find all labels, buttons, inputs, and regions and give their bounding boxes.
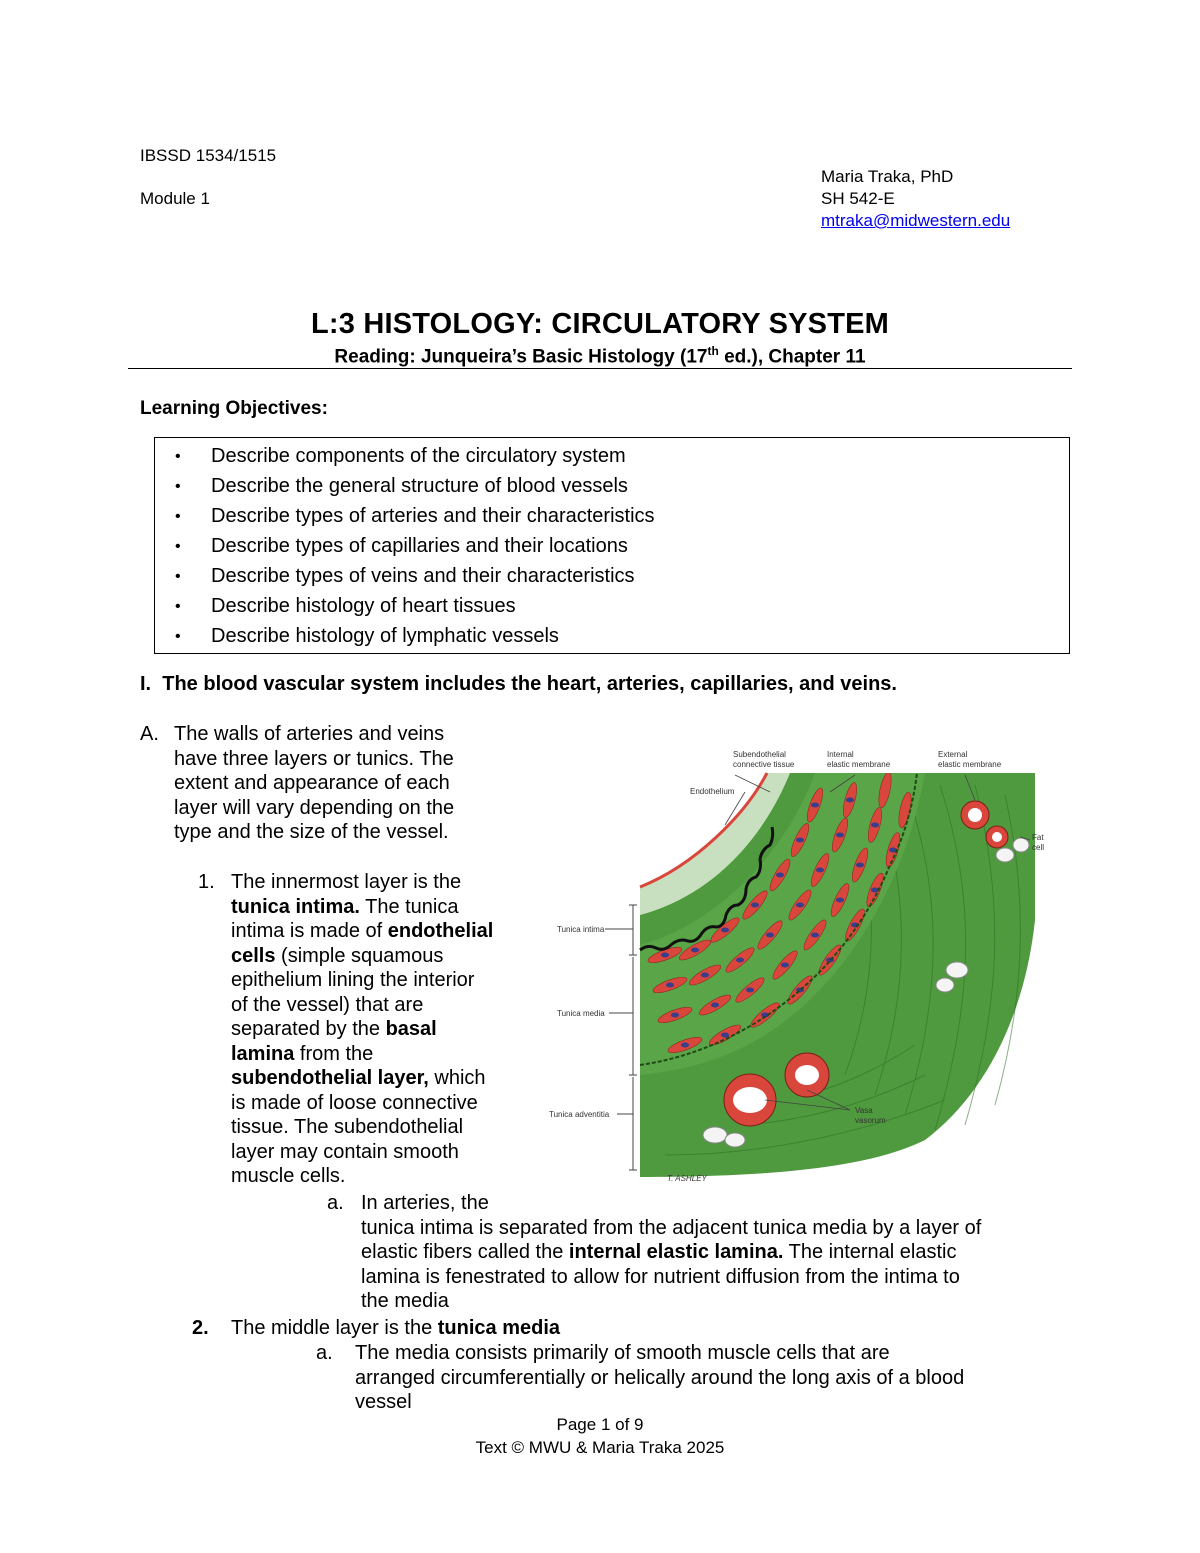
- text-line: The walls of arteries and veins: [174, 723, 445, 745]
- page-number: Page 1 of 9: [556, 1415, 644, 1434]
- item-marker-a: A.: [140, 723, 159, 745]
- text-line: [231, 895, 493, 920]
- label-fat-2: cell: [1032, 843, 1045, 852]
- item-marker-2: 2.: [192, 1317, 209, 1339]
- text-run: The middle layer is the: [231, 1317, 438, 1339]
- text-run: intima is made of: [231, 920, 388, 942]
- label-external-2: elastic membrane: [938, 760, 1002, 769]
- email-link[interactable]: mtraka@midwestern.edu: [821, 211, 1011, 230]
- bullet-icon: •: [175, 538, 181, 555]
- section-marker: I.: [140, 673, 152, 695]
- objective-item: Describe histology of heart tissues: [211, 595, 516, 617]
- reading-assignment: [0, 344, 1200, 368]
- text-line: [231, 1017, 493, 1042]
- text-line: tunica intima is separated from the adjacent tunica media by a layer of: [361, 1216, 982, 1239]
- label-tunica-media: Tunica media: [557, 1009, 605, 1018]
- text-run: (simple squamous: [275, 944, 444, 967]
- text-run: The tunica: [359, 895, 459, 918]
- label-internal-2: elastic membrane: [827, 760, 891, 769]
- bold-term: lamina: [231, 1042, 295, 1065]
- label-subendothelial-1: Subendothelial: [733, 750, 786, 759]
- text-line: In arteries, the: [361, 1192, 489, 1214]
- paragraph-1a: [361, 1191, 981, 1314]
- label-subendothelial-2: connective tissue: [733, 760, 795, 769]
- objective-item: Describe components of the circulatory system: [211, 445, 626, 467]
- bold-term: basal: [385, 1018, 437, 1040]
- paragraph-1: [231, 870, 493, 1189]
- objective-item: Describe histology of lymphatic vessels: [211, 625, 559, 647]
- text-line: extent and appearance of each: [174, 772, 450, 794]
- text-line: lamina is fenestrated to allow for nutrient diffusion from the intima to: [361, 1265, 960, 1288]
- reading-sup: th: [707, 344, 719, 358]
- copyright-notice: Text © MWU & Maria Traka 2025: [475, 1438, 725, 1457]
- text-line: [231, 1066, 493, 1091]
- bold-term: cells: [231, 944, 276, 967]
- text-line: is made of loose connective: [231, 1091, 478, 1114]
- objective-item: Describe types of capillaries and their locations: [211, 535, 628, 557]
- page-title: L:3 HISTOLOGY: CIRCULATORY SYSTEM: [310, 308, 890, 340]
- label-internal-1: Internal: [827, 750, 854, 759]
- text-run: elastic fibers called the: [361, 1241, 569, 1263]
- item-marker-1a: a.: [327, 1192, 344, 1214]
- text-line: muscle cells.: [231, 1165, 346, 1187]
- text-line: the media: [361, 1290, 449, 1312]
- bullet-icon: •: [175, 508, 181, 525]
- bold-term: internal elastic lamina.: [568, 1241, 784, 1263]
- layer-brackets: [605, 905, 637, 1170]
- bullet-icon: •: [175, 628, 181, 645]
- objective-item: Describe types of veins and their characteristics: [211, 565, 635, 587]
- label-tunica-intima: Tunica intima: [557, 925, 605, 934]
- text-line: epithelium lining the interior: [231, 969, 475, 991]
- label-external-1: External: [938, 750, 968, 759]
- item-marker-1: 1.: [198, 871, 215, 893]
- text-line: [231, 1042, 493, 1067]
- objectives-box: [154, 437, 1070, 654]
- text-run: separated by the: [231, 1018, 386, 1040]
- section-heading-text: The blood vascular system includes the heart, arteries, capillaries, and veins.: [162, 673, 897, 695]
- text-line: vessel: [355, 1391, 412, 1413]
- text-line: [361, 1240, 981, 1265]
- objective-item: Describe the general structure of blood vessels: [211, 475, 628, 497]
- text-line: tissue. The subendothelial: [231, 1116, 464, 1138]
- title-divider: [128, 368, 1072, 369]
- course-code: IBSSD 1534/1515: [140, 146, 277, 165]
- objectives-heading: Learning Objectives:: [140, 398, 328, 419]
- paragraph-a: [174, 722, 454, 845]
- text-run: from the: [294, 1042, 374, 1065]
- text-line: type and the size of the vessel.: [174, 821, 449, 843]
- paragraph-2: [231, 1316, 560, 1341]
- text-line: arranged circumferentially or helically around the long axis of a blood: [355, 1366, 965, 1389]
- bold-term: endothelial: [387, 920, 494, 942]
- section-heading: [140, 673, 897, 696]
- bullet-icon: •: [175, 568, 181, 585]
- reading-prefix: Reading: Junqueira’s Basic Histology (17: [334, 346, 708, 368]
- label-vasa-1: Vasa: [855, 1106, 873, 1115]
- text-line: layer may contain smooth: [231, 1140, 459, 1163]
- text-line: The media consists primarily of smooth muscle cells that are: [355, 1342, 890, 1364]
- bold-term: tunica media: [437, 1317, 561, 1339]
- text-line: of the vessel) that are: [231, 993, 424, 1016]
- office-location: SH 542-E: [821, 189, 895, 208]
- illustrator-signature: T. ASHLEY: [667, 1174, 707, 1183]
- reading-suffix: ed.), Chapter 11: [718, 346, 866, 368]
- bullet-icon: •: [175, 478, 181, 495]
- paragraph-2a: [355, 1341, 964, 1415]
- label-vasa-2: vasorum: [855, 1116, 886, 1125]
- bold-term: tunica intima.: [231, 895, 360, 918]
- bullet-icon: •: [175, 448, 181, 465]
- bullet-icon: •: [175, 598, 181, 615]
- instructor-name: Maria Traka, PhD: [821, 167, 954, 186]
- text-line: [231, 944, 493, 969]
- text-line: [231, 919, 493, 944]
- text-line: layer will vary depending on the: [174, 796, 455, 819]
- vessel-wall-figure: [545, 745, 1055, 1185]
- item-marker-2a: a.: [316, 1342, 333, 1364]
- label-tunica-adventitia: Tunica adventitia: [549, 1110, 610, 1119]
- objective-item: Describe types of arteries and their characteristics: [211, 505, 655, 527]
- module-label: Module 1: [140, 189, 210, 208]
- text-run: The internal elastic: [783, 1241, 957, 1263]
- label-endothelium: Endothelium: [690, 787, 735, 796]
- text-line: have three layers or tunics. The: [174, 747, 454, 770]
- text-run: which: [428, 1067, 486, 1089]
- text-line: The innermost layer is the: [231, 871, 462, 893]
- bold-term: subendothelial layer,: [231, 1067, 429, 1089]
- label-fat-1: Fat: [1032, 833, 1044, 842]
